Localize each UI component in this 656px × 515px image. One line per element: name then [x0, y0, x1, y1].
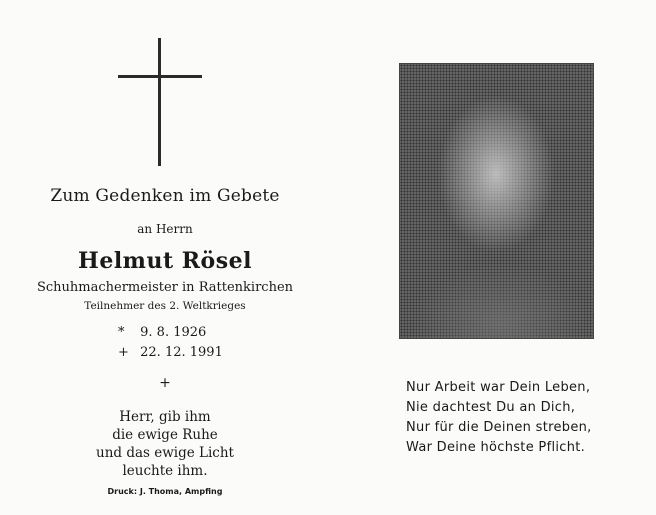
prayer-line: leuchte ihm. [122, 463, 208, 479]
profession: Schuhmachermeister in Rattenkirchen [36, 280, 294, 295]
plus-divider: + [159, 375, 171, 391]
deceased-name: Helmut Rösel [78, 248, 252, 274]
death-date: 22. 12. 1991 [140, 345, 223, 360]
poem-line: Nur Arbeit war Dein Leben, [406, 380, 591, 395]
poem-line: Nur für die Deinen streben, [406, 420, 592, 435]
portrait-photo [399, 63, 594, 339]
printer-credit: Druck: J. Thoma, Ampfing [107, 487, 223, 496]
prayer-line: und das ewige Licht [96, 445, 234, 461]
prayer-line: die ewige Ruhe [112, 427, 218, 443]
poem-line: War Deine höchste Pflicht. [406, 440, 586, 455]
salutation: an Herrn [137, 222, 193, 236]
birth-date-row [118, 325, 258, 340]
birth-symbol: * [118, 325, 125, 340]
memorial-title: Zum Gedenken im Gebete [50, 186, 280, 206]
cross-icon [118, 38, 202, 166]
prayer-line: Herr, gib ihm [119, 409, 211, 425]
death-symbol: + [118, 345, 129, 360]
death-date-row [118, 345, 258, 360]
prayer [0, 408, 330, 480]
cross-horizontal-bar [118, 75, 202, 78]
right-panel [330, 0, 656, 515]
memorial-poem [406, 378, 646, 458]
poem-line: Nie dachtest Du an Dich, [406, 400, 576, 415]
birth-date: 9. 8. 1926 [140, 325, 207, 340]
cross-vertical-bar [158, 38, 161, 166]
war-participation: Teilnehmer des 2. Weltkrieges [84, 300, 246, 312]
